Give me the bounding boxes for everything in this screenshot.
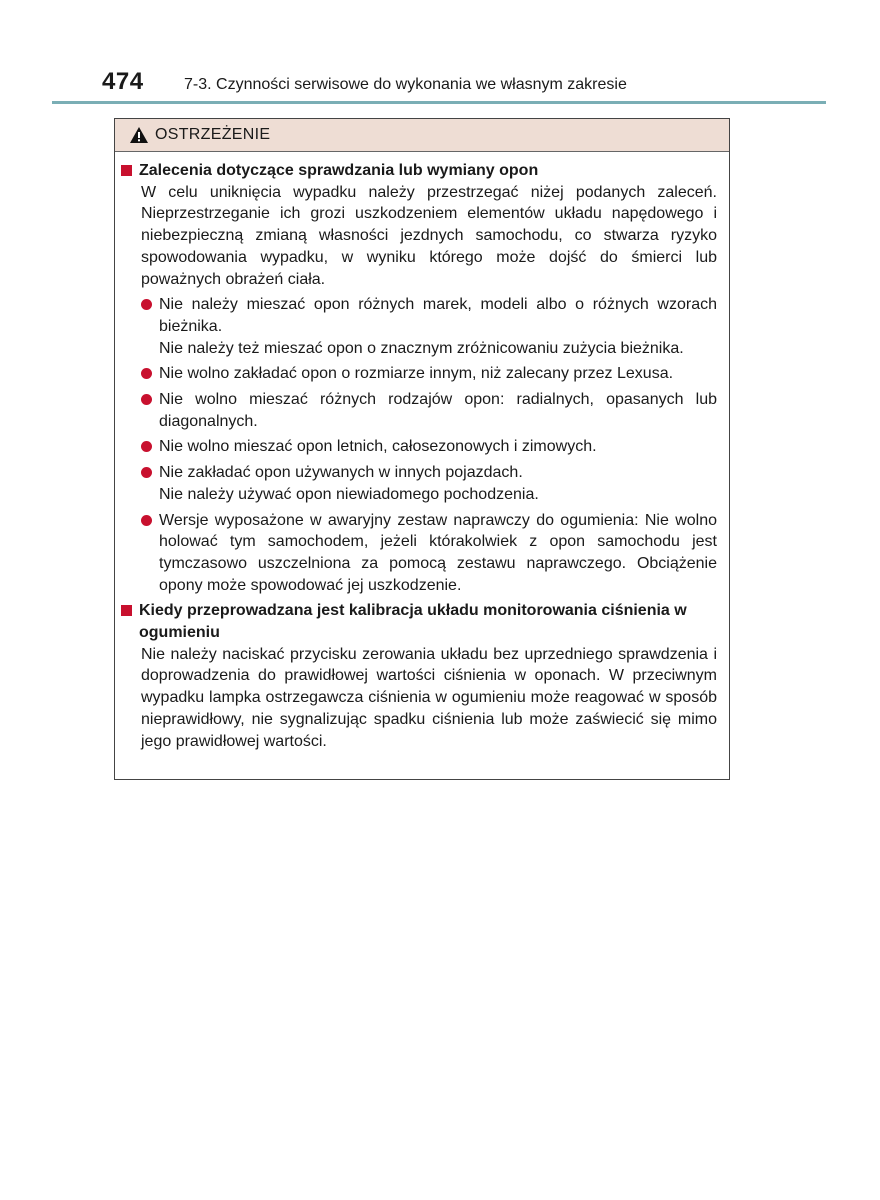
bullet-text: Nie wolno mieszać opon letnich, całosezonowych i zimowych. (159, 438, 597, 456)
header-rule (52, 101, 826, 104)
page-number: 474 (102, 68, 144, 95)
bullet-item (141, 389, 717, 432)
bullet-text: Wersje wyposażone w awaryjny zestaw naprawczy do ogumienia: Nie wolno holować tym samochodem, jeżeli którakolwiek z opon samochodu jest tymczasowo uszczelniona za pomocą zestawu naprawczego. Obciążenie opony może spowodować jej uszkodzenie. (159, 511, 717, 594)
warning-triangle-icon (129, 126, 149, 144)
section-paragraph: W celu uniknięcia wypadku należy przestrzegać niżej podanych zaleceń. Nieprzestrzeganie ich grozi uszkodzeniem elementów układu napędowego i niebezpieczną zmianą własności jezdnych samochodu, co stwarza ryzyko spowodowania wypadku, w wyniku którego może dojść do śmierci lub poważnych obrażeń ciała. (141, 183, 717, 288)
bullet-text: Nie należy też mieszać opon o znacznym zróżnicowaniu zużycia bieżnika. (159, 339, 684, 357)
bullet-item (141, 294, 717, 359)
red-dot-icon (141, 467, 152, 478)
section-heading (121, 160, 717, 182)
red-dot-icon (141, 299, 152, 310)
warning-title: OSTRZEŻENIE (155, 126, 271, 143)
bullet-text: Nie należy mieszać opon różnych marek, modeli albo o różnych wzorach bieżnika. (159, 296, 717, 335)
warning-header (115, 119, 729, 152)
bullet-item (141, 462, 717, 505)
bullet-item (141, 436, 717, 458)
warning-content (115, 152, 729, 752)
red-dot-icon (141, 515, 152, 526)
red-dot-icon (141, 441, 152, 452)
bullet-text: Nie zakładać opon używanych w innych pojazdach. (159, 464, 523, 482)
red-square-icon (121, 165, 132, 176)
red-square-icon (121, 605, 132, 616)
bullet-text: Nie wolno mieszać różnych rodzajów opon: radialnych, opasanych lub diagonalnych. (159, 391, 717, 430)
bullet-item (141, 510, 717, 597)
red-dot-icon (141, 394, 152, 405)
section-heading-text: Zalecenia dotyczące sprawdzania lub wymiany opon (139, 162, 539, 179)
red-dot-icon (141, 368, 152, 379)
bullet-text: Nie należy używać opon niewiadomego pochodzenia. (159, 485, 539, 503)
section-heading-text: Kiedy przeprowadzana jest kalibracja układu monitorowania ciśnienia w ogumieniu (139, 602, 687, 642)
section-paragraph: Nie należy naciskać przycisku zerowania układu bez uprzedniego sprawdzenia i doprowadzenia do prawidłowej wartości ciśnienia w oponach. W przeciwnym wypadku lampka ostrzegawcza ciśnienia w ogumieniu może reagować w sposób nieprawidłowy, nie sygnalizując spadku ciśnienia lub może zaświecić się mimo jego prawidłowej wartości. (141, 645, 717, 750)
bullet-list (121, 294, 717, 596)
bullet-text: Nie wolno zakładać opon o rozmiarze innym, niż zalecany przez Lexusa. (159, 365, 674, 383)
bullet-item (141, 363, 717, 385)
section-title: 7-3. Czynności serwisowe do wykonania we własnym zakresie (184, 76, 627, 93)
warning-box (114, 118, 730, 780)
section-heading (121, 600, 717, 643)
